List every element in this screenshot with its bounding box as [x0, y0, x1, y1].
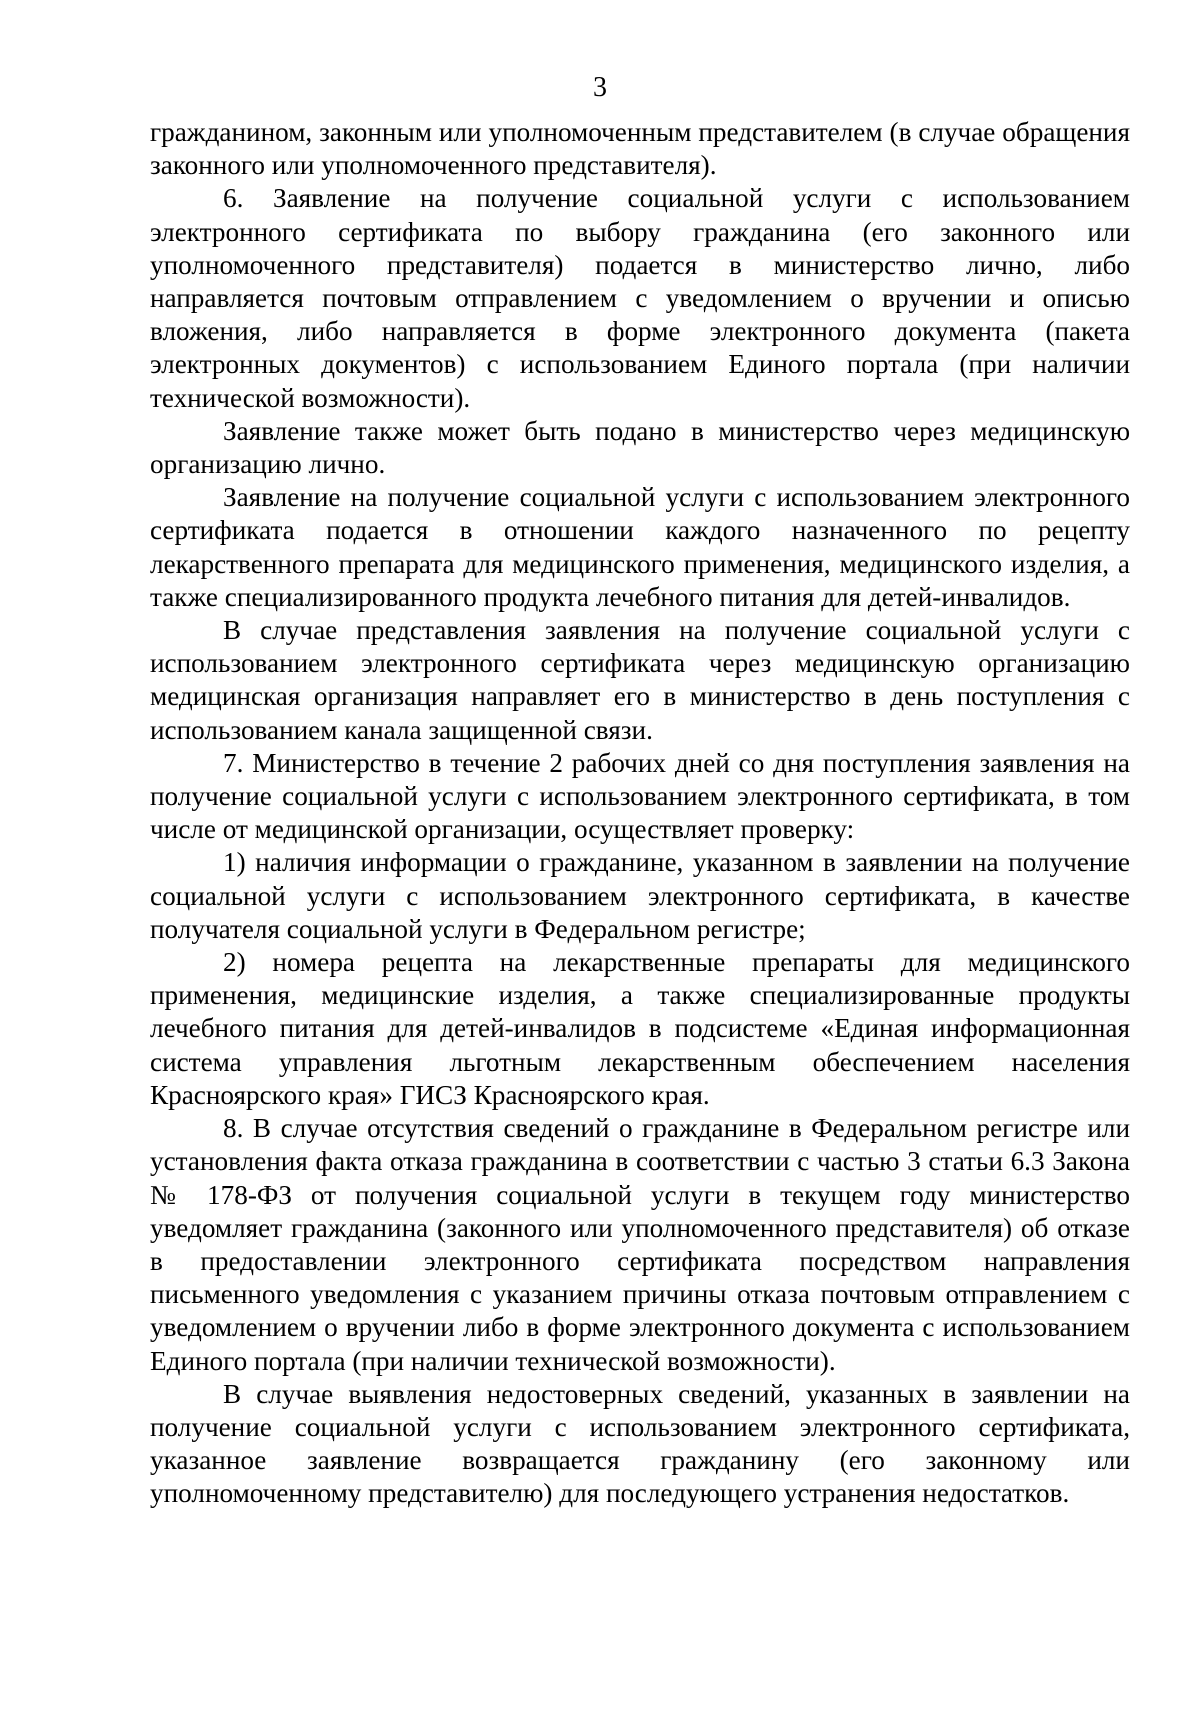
paragraph-medical-organization: Заявление также может быть подано в министерство через медицинскую организацию лично.: [150, 415, 1130, 480]
paragraph-each-prescription: Заявление на получение социальной услуги с использованием электронного сертификата подается в отношении каждого назначенного по рецепту лекарственного препарата для медицинского применения, медицинского изделия, а также специализированного продукта лечебного питания для детей-инвалидов.: [150, 482, 1130, 612]
paragraph-check-1: 1) наличия информации о гражданине, указанном в заявлении на получение социальной услуги с использованием электронного сертификата, в качестве получателя социальной услуги в Федеральном регистре;: [150, 847, 1130, 944]
paragraph-item-7: 7. Министерство в течение 2 рабочих дней со дня поступления заявления на получение социальной услуги с использованием электронного сертификата, в том числе от медицинской организации, осуществляет проверку:: [150, 747, 1130, 845]
page-number: 3: [593, 72, 607, 103]
paragraph-secure-channel: В случае представления заявления на получение социальной услуги с использованием электронного сертификата через медицинскую организацию медицинская организация направляет его в министерство в день поступления с использованием канала защищенной связи.: [150, 615, 1130, 745]
paragraph-false-information: В случае выявления недостоверных сведений, указанных в заявлении на получение социальной услуги с использованием электронного сертификата, указанное заявление возвращается гражданину (его законному или уполномоченному представителю) для последующего устранения недостатков.: [150, 1378, 1130, 1509]
document-body: [150, 116, 1130, 1511]
paragraph-item-8: 8. В случае отсутствия сведений о гражданине в Федеральном регистре или установления факта отказа гражданина в соответствии с частью 3 статьи 6.3 Закона № 178-ФЗ от получения социальной услуги в текущем году министерство уведомляет гражданина (законного или уполномоченного представителя) об отказе в предоставлении электронного сертификата посредством направления письменного уведомления с указанием причины отказа почтовым отправлением с уведомлением о вручении либо в форме электронного документа с использованием Единого портала (при наличии технической возможности).: [150, 1113, 1130, 1376]
paragraph-continuation: гражданином, законным или уполномоченным представителем (в случае обращения законного или уполномоченного представителя).: [150, 117, 1130, 181]
paragraph-item-6: 6. Заявление на получение социальной услуги с использованием электронного сертификата по выбору гражданина (его законного или уполномоченного представителя) подается в министерство лично, либо направляется почтовым отправлением с уведомлением о вручении и описью вложения, либо направляется в форме электронного документа (пакета электронных документов) с использованием Единого портала (при наличии технической возможности).: [150, 183, 1130, 413]
paragraph-check-2: 2) номера рецепта на лекарственные препараты для медицинского применения, медицинские изделия, а также специализированные продукты лечебного питания для детей-инвалидов в подсистеме «Единая информационная система управления льготным лекарственным обеспечением населения Красноярского края» ГИСЗ Красноярского края.: [150, 947, 1130, 1110]
